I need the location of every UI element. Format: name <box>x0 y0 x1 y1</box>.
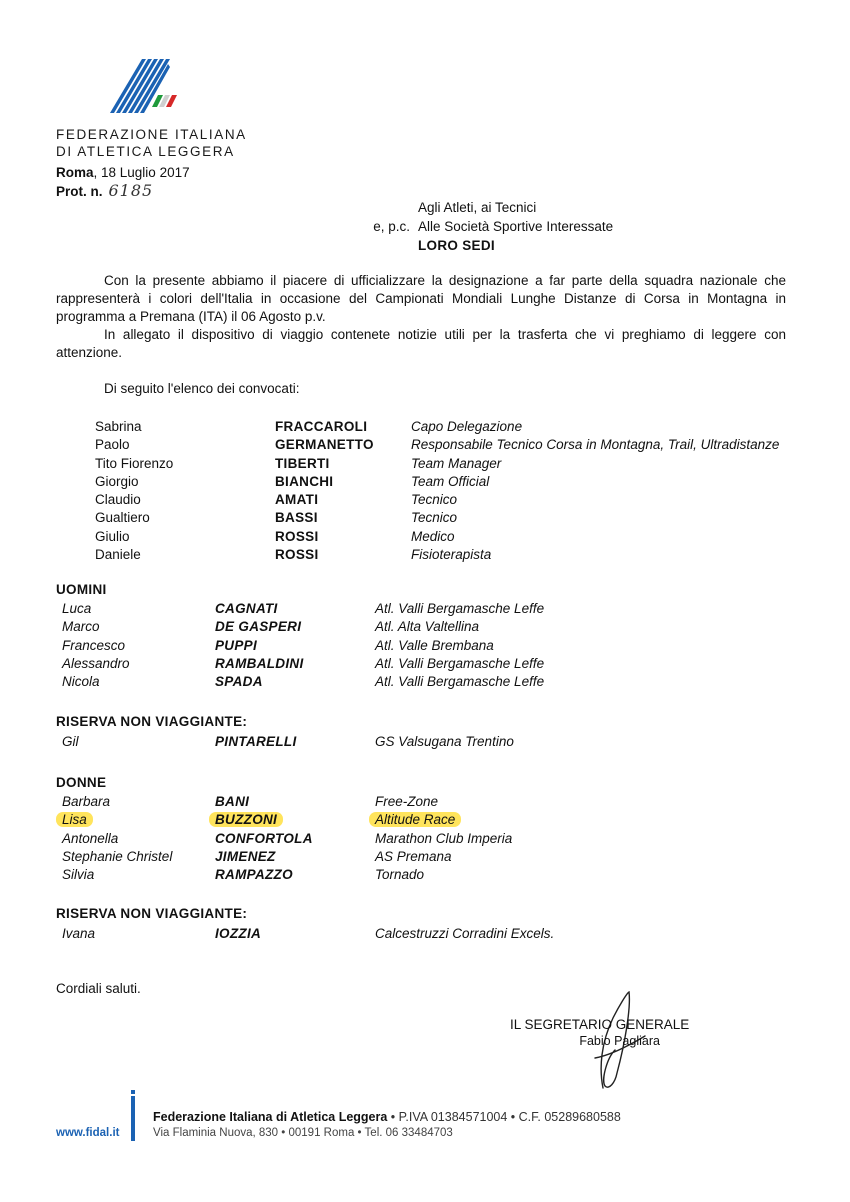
athlete-club: Calcestruzzi Corradini Excels. <box>375 926 555 941</box>
body-paragraph-1: Con la presente abbiamo il piacere di ufficializzare la designazione a far parte della squadra nazionale che rappresenterà i colori dell'Italia in occasione del Campionati Mondiali Lunghe Distanze di Corsa in Montagna in programma a Premana (ITA) il 06 Agosto p.v. <box>56 273 786 324</box>
federation-name <box>56 126 247 160</box>
staff-row <box>95 546 779 564</box>
athlete-club: Atl. Valli Bergamasche Leffe <box>375 674 545 690</box>
women-reserve-list <box>62 925 554 943</box>
athlete-first-name: Francesco <box>62 637 126 653</box>
staff-role: Tecnico <box>411 492 458 508</box>
footer-accent-bar <box>131 1096 135 1141</box>
staff-row <box>95 473 779 491</box>
athlete-last-name: SPADA <box>215 674 263 690</box>
closing-greeting: Cordiali saluti. <box>56 981 141 996</box>
footer-address: Via Flaminia Nuova, 830 • 00191 Roma • Tel. 06 33484703 <box>153 1127 453 1139</box>
recipient-line3: LORO SEDI <box>418 238 495 253</box>
men-reserve-list <box>62 733 514 751</box>
athlete-first-name: Luca <box>62 601 92 616</box>
footer-fiscal-info: • P.IVA 01384571004 • C.F. 05289680588 <box>387 1110 621 1124</box>
athlete-row <box>62 733 514 751</box>
federation-name-line1: FEDERAZIONE ITALIANA <box>56 127 247 142</box>
protocol-label: Prot. n. <box>56 184 103 199</box>
athlete-last-name: DE GASPERI <box>215 619 302 635</box>
athlete-first-name: Antonella <box>62 830 119 846</box>
date-protocol-block <box>56 164 190 201</box>
staff-role: Tecnico <box>411 510 458 526</box>
athlete-club: AS Premana <box>375 848 452 864</box>
women-section-title: DONNE <box>56 775 107 790</box>
athlete-row <box>62 848 512 866</box>
staff-role: Team Official <box>411 473 490 489</box>
athlete-last-name: RAMBALDINI <box>215 655 304 671</box>
athlete-first-name-highlighted: Lisa <box>56 812 93 827</box>
women-reserve-title: RISERVA NON VIAGGIANTE: <box>56 906 248 921</box>
staff-last-name: BIANCHI <box>275 473 334 489</box>
athlete-row <box>62 925 554 943</box>
staff-first-name: Giorgio <box>95 473 139 489</box>
signer-name: Fabio Pagliara <box>579 1034 660 1048</box>
athlete-first-name: Marco <box>62 619 100 635</box>
athlete-first-name: Ivana <box>62 926 96 941</box>
footer-org-name: Federazione Italiana di Atletica Leggera <box>153 1110 388 1124</box>
cc-prefix: e, p.c. <box>373 219 410 234</box>
footer-org-line <box>153 1110 621 1124</box>
staff-row <box>95 436 779 454</box>
athlete-row <box>62 673 544 691</box>
athlete-row <box>62 793 512 811</box>
women-athlete-list <box>62 793 512 884</box>
athlete-club: Free-Zone <box>375 794 439 809</box>
signer-block <box>510 1016 689 1050</box>
men-athlete-list <box>62 600 544 691</box>
athlete-row-highlighted <box>62 811 512 829</box>
staff-role: Fisioterapista <box>411 547 492 563</box>
staff-row <box>95 455 779 473</box>
staff-last-name: TIBERTI <box>275 455 330 471</box>
athlete-row <box>62 866 512 884</box>
athlete-club: Atl. Valle Brembana <box>375 637 494 653</box>
recipients-block <box>366 198 613 255</box>
staff-row <box>95 528 779 546</box>
fidal-logo <box>100 55 220 115</box>
letter-body <box>56 272 786 362</box>
athlete-last-name: JIMENEZ <box>215 848 276 864</box>
athlete-last-name: RAMPAZZO <box>215 867 293 883</box>
athlete-row <box>62 637 544 655</box>
staff-first-name: Gualtiero <box>95 510 150 526</box>
staff-row <box>95 491 779 509</box>
staff-role: Medico <box>411 528 455 544</box>
athlete-row <box>62 600 544 618</box>
staff-first-name: Claudio <box>95 492 141 508</box>
footer-website-link[interactable]: www.fidal.it <box>56 1127 120 1139</box>
athlete-row <box>62 655 544 673</box>
staff-last-name: FRACCAROLI <box>275 419 368 434</box>
men-reserve-title: RISERVA NON VIAGGIANTE: <box>56 714 248 729</box>
staff-last-name: ROSSI <box>275 547 319 563</box>
staff-role: Team Manager <box>411 455 502 471</box>
athlete-last-name: CONFORTOLA <box>215 830 313 846</box>
athlete-club: Marathon Club Imperia <box>375 830 513 846</box>
athlete-first-name: Nicola <box>62 674 100 690</box>
staff-first-name: Paolo <box>95 437 130 453</box>
athlete-row <box>62 618 544 636</box>
athlete-first-name: Barbara <box>62 794 111 809</box>
staff-role: Responsabile Tecnico Corsa in Montagna, Trail, Ultradistanze <box>411 437 780 453</box>
athlete-first-name: Silvia <box>62 867 95 883</box>
athlete-last-name: CAGNATI <box>215 601 278 616</box>
staff-role: Capo Delegazione <box>411 419 523 434</box>
recipient-line1: Agli Atleti, ai Tecnici <box>418 200 537 215</box>
athlete-first-name: Alessandro <box>62 655 130 671</box>
staff-last-name: GERMANETTO <box>275 437 374 453</box>
athlete-club-highlighted: Altitude Race <box>369 812 461 827</box>
staff-first-name: Sabrina <box>95 419 142 434</box>
athlete-club: GS Valsugana Trentino <box>375 734 514 749</box>
federation-name-line2: DI ATLETICA LEGGERA <box>56 144 235 159</box>
letter-date: , 18 Luglio 2017 <box>93 165 190 180</box>
staff-row <box>95 418 779 436</box>
protocol-number: 6185 <box>108 181 154 200</box>
athlete-row <box>62 830 512 848</box>
athlete-first-name: Stephanie Christel <box>62 848 173 864</box>
athlete-club: Tornado <box>375 867 425 883</box>
body-paragraph-2: In allegato il dispositivo di viaggio contenete notizie utili per la trasferta che vi preghiamo di leggere con attenzione. <box>56 327 786 360</box>
men-section-title: UOMINI <box>56 582 107 597</box>
athlete-last-name-highlighted: BUZZONI <box>209 812 283 827</box>
staff-last-name: BASSI <box>275 510 318 526</box>
athlete-last-name: PUPPI <box>215 637 258 653</box>
staff-first-name: Daniele <box>95 547 141 563</box>
athlete-last-name: IOZZIA <box>215 926 262 941</box>
staff-last-name: ROSSI <box>275 528 319 544</box>
staff-first-name: Tito Fiorenzo <box>95 455 174 471</box>
recipient-line2: Alle Società Sportive Interessate <box>418 219 614 234</box>
staff-row <box>95 509 779 527</box>
convocati-intro: Di seguito l'elenco dei convocati: <box>104 381 300 396</box>
athlete-club: Atl. Valli Bergamasche Leffe <box>375 601 545 616</box>
staff-first-name: Giulio <box>95 528 130 544</box>
athlete-first-name: Gil <box>62 734 79 749</box>
athlete-last-name: BANI <box>215 794 250 809</box>
city: Roma <box>56 165 94 180</box>
staff-last-name: AMATI <box>275 492 319 508</box>
athlete-last-name: PINTARELLI <box>215 734 297 749</box>
athlete-club: Atl. Valli Bergamasche Leffe <box>375 655 545 671</box>
staff-list <box>95 418 779 564</box>
athlete-club: Atl. Alta Valtellina <box>375 619 480 635</box>
signer-title: IL SEGRETARIO GENERALE <box>510 1017 690 1032</box>
